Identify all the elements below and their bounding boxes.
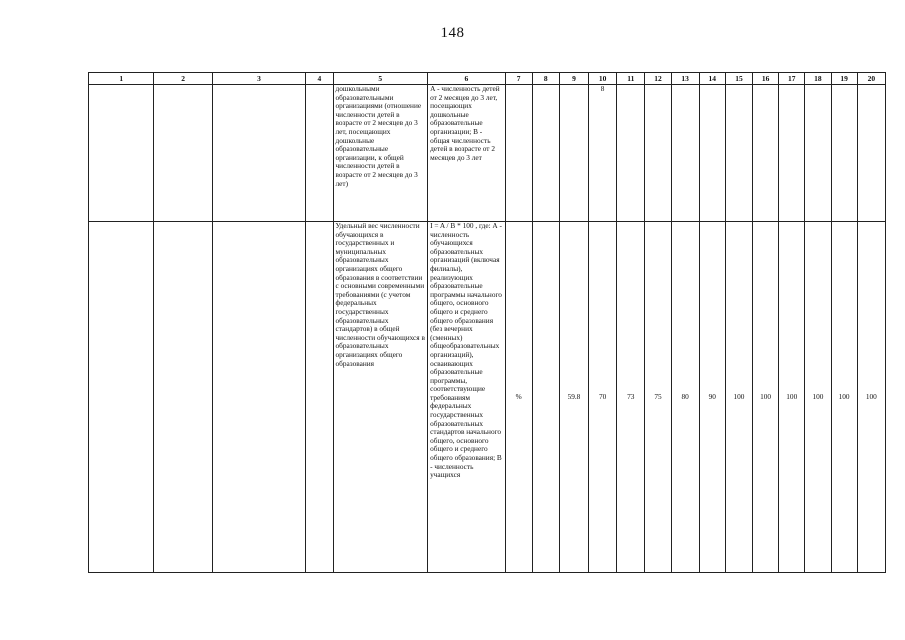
value-cell: 75 [645, 222, 671, 573]
formula-cell: А - численность детей от 2 месяцев до 3 лет, посещающих дошкольные образовательные организации; В - общая численность детей в возрасте от 2 месяцев до 3 лет [428, 85, 505, 222]
value-cell: 100 [805, 222, 831, 573]
value-cell: 70 [589, 222, 617, 573]
column-header: 1 [89, 73, 154, 85]
value-cell: 59.8 [559, 222, 588, 573]
value-cell [831, 85, 857, 222]
column-header: 12 [645, 73, 671, 85]
value-cell: 100 [753, 222, 779, 573]
value-cell: 100 [779, 222, 805, 573]
value-cell [753, 85, 779, 222]
value-cell [617, 85, 645, 222]
value-cell: 8 [589, 85, 617, 222]
indicator-table [88, 72, 886, 573]
table-cell [212, 222, 306, 573]
value-cell [532, 85, 559, 222]
value-cell [645, 85, 671, 222]
value-cell: 100 [831, 222, 857, 573]
column-header: 15 [725, 73, 752, 85]
value-cell: 80 [671, 222, 699, 573]
value-cell [779, 85, 805, 222]
column-header: 18 [805, 73, 831, 85]
table-cell [154, 222, 212, 573]
column-header: 8 [532, 73, 559, 85]
formula-cell: I = A / B * 100 , где: А - численность обучающихся образовательных организаций (включая филиалы), реализующих образовательные программы начального общего, основного общего и среднего общего образования (без вечерних (сменных) общеобразовательных организаций), осваивающих образовательные программы, соответствующие требованиям федеральных государственных образовательных стандартов начального общего, основного общего и среднего общего образования; В - численность учащихся [428, 222, 505, 573]
column-header: 3 [212, 73, 306, 85]
column-header: 2 [154, 73, 212, 85]
table-cell [89, 222, 154, 573]
column-header: 20 [857, 73, 885, 85]
header-row [89, 73, 886, 85]
value-cell [805, 85, 831, 222]
value-cell: 100 [725, 222, 752, 573]
table-cell [306, 85, 333, 222]
column-header: 7 [505, 73, 532, 85]
column-header: 9 [559, 73, 588, 85]
table-cell [306, 222, 333, 573]
value-cell [857, 85, 885, 222]
column-header: 4 [306, 73, 333, 85]
indicator-name-cell: Удельный вес численности обучающихся в государственных и муниципальных образовательных организациях общего образования в соответствии с основными современными требованиями (с учетом федеральных государственных образовательных стандартов) в общей численности обучающихся в образовательных организациях общего образования [333, 222, 428, 573]
table-row [89, 222, 886, 573]
value-cell: 90 [699, 222, 725, 573]
indicator-name-cell: дошкольными образовательными организациями (отношение численности детей в возрасте от 2 месяцев до 3 лет, посещающих дошкольные образовательные организации, к общей численности детей в возрасте от 2 месяцев до 3 лет) [333, 85, 428, 222]
unit-cell: % [505, 222, 532, 573]
value-cell: 73 [617, 222, 645, 573]
table-cell [89, 85, 154, 222]
value-cell [532, 222, 559, 573]
value-cell [699, 85, 725, 222]
value-cell [725, 85, 752, 222]
column-header: 17 [779, 73, 805, 85]
column-header: 19 [831, 73, 857, 85]
table-row [89, 85, 886, 222]
column-header: 5 [333, 73, 428, 85]
value-cell [671, 85, 699, 222]
column-header: 16 [753, 73, 779, 85]
unit-cell [505, 85, 532, 222]
column-header: 10 [589, 73, 617, 85]
column-header: 6 [428, 73, 505, 85]
value-cell: 100 [857, 222, 885, 573]
column-header: 13 [671, 73, 699, 85]
value-cell [559, 85, 588, 222]
table-cell [212, 85, 306, 222]
column-header: 11 [617, 73, 645, 85]
table-cell [154, 85, 212, 222]
column-header: 14 [699, 73, 725, 85]
page-number: 148 [440, 25, 465, 41]
